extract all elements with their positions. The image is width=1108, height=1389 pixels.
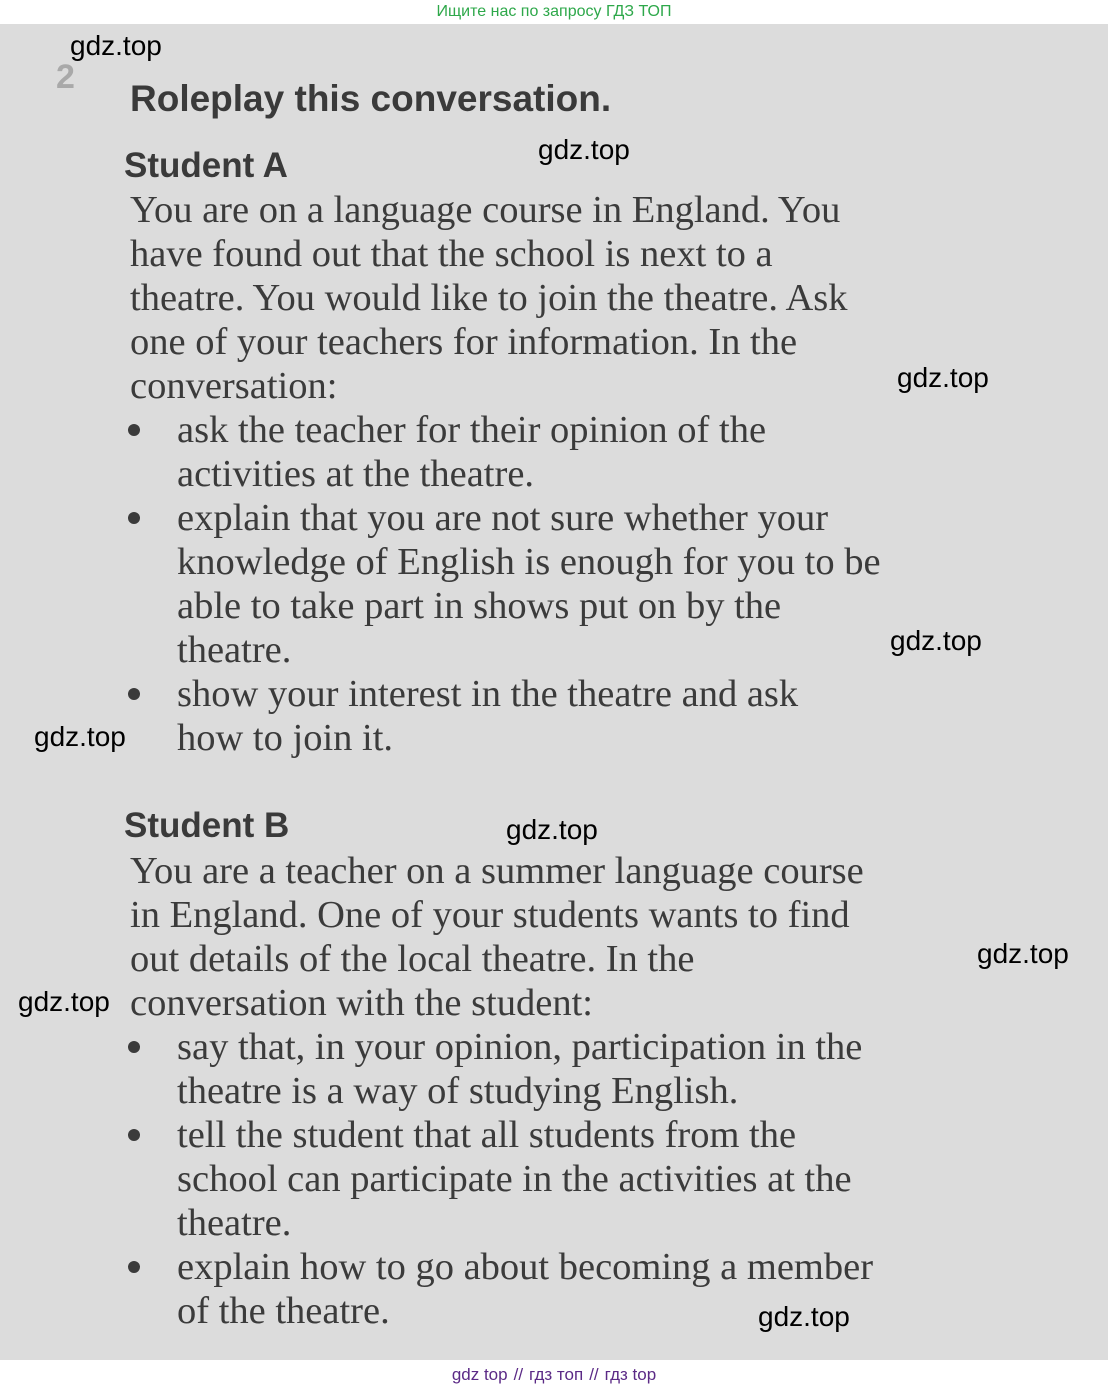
footer-separator: // [589, 1365, 599, 1384]
task-line: knowledge of English is enough for you to be [177, 541, 881, 583]
task-line: explain how to go about becoming a member [177, 1246, 874, 1288]
student-b-task-list [0, 1025, 1108, 1333]
student-b-intro-line: You are a teacher on a summer language course [130, 850, 864, 892]
watermark: gdz.top [506, 814, 598, 845]
task-line: activities at the theatre. [177, 453, 535, 495]
task-line: theatre. [177, 629, 292, 671]
task-line: say that, in your opinion, participation in the [177, 1026, 863, 1068]
task-line: how to join it. [177, 717, 394, 759]
task-line: explain that you are not sure whether your [177, 497, 829, 539]
watermark: gdz.top [897, 362, 989, 393]
exercise-number: 2 [56, 58, 75, 96]
task-line: show your interest in the theatre and ask [177, 673, 799, 715]
student-a-task [0, 672, 1108, 760]
watermark: gdz.top [758, 1301, 850, 1332]
task-line: tell the student that all students from the [177, 1114, 797, 1156]
footer-link[interactable]: гдз top [604, 1365, 657, 1384]
task-line: ask the teacher for their opinion of the [177, 409, 767, 451]
student-b-heading: Student B [124, 806, 290, 845]
watermark: gdz.top [18, 986, 110, 1017]
student-a-intro-line: one of your teachers for information. In the [130, 321, 798, 363]
textbook-page [0, 24, 1108, 1360]
watermark: gdz.top [977, 938, 1069, 969]
student-b-intro [130, 849, 1090, 1025]
student-b-task [0, 1025, 1108, 1113]
bullet-icon [128, 512, 140, 524]
student-b-task [0, 1245, 1108, 1333]
footer-links [0, 1360, 1108, 1389]
student-a-task [0, 408, 1108, 496]
student-b-task [0, 1113, 1108, 1245]
student-b-intro-line: out details of the local theatre. In the [130, 938, 695, 980]
task-line: of the theatre. [177, 1290, 390, 1332]
footer-separator: // [513, 1365, 524, 1384]
student-a-intro-line: conversation: [130, 365, 338, 407]
student-b-intro-line: in England. One of your students wants to find [130, 894, 850, 936]
student-a-intro-line: have found out that the school is next to a [130, 233, 773, 275]
task-line: able to take part in shows put on by the [177, 585, 782, 627]
footer-link[interactable]: gdz top [451, 1365, 508, 1384]
task-line: theatre is a way of studying English. [177, 1070, 739, 1112]
task-line: theatre. [177, 1202, 292, 1244]
exercise-title: Roleplay this conversation. [130, 78, 612, 119]
task-line: school can participate in the activities at the [177, 1158, 852, 1200]
top-banner[interactable]: Ищите нас по запросу ГДЗ ТОП [0, 0, 1108, 24]
bullet-icon [128, 1261, 140, 1273]
watermark: gdz.top [890, 625, 982, 656]
footer-link[interactable]: гдз топ [529, 1365, 584, 1384]
student-b-intro-line: conversation with the student: [130, 982, 593, 1024]
student-a-intro-line: theatre. You would like to join the theatre. Ask [130, 277, 848, 319]
bullet-icon [128, 1129, 140, 1141]
watermark: gdz.top [538, 134, 630, 165]
bullet-icon [128, 688, 140, 700]
student-a-intro-line: You are on a language course in England. You [130, 189, 841, 231]
watermark: gdz.top [34, 721, 126, 752]
bullet-icon [128, 1041, 140, 1053]
bullet-icon [128, 424, 140, 436]
student-a-heading: Student A [124, 146, 288, 185]
student-a-task-list [0, 408, 1108, 760]
watermark: gdz.top [70, 30, 162, 61]
